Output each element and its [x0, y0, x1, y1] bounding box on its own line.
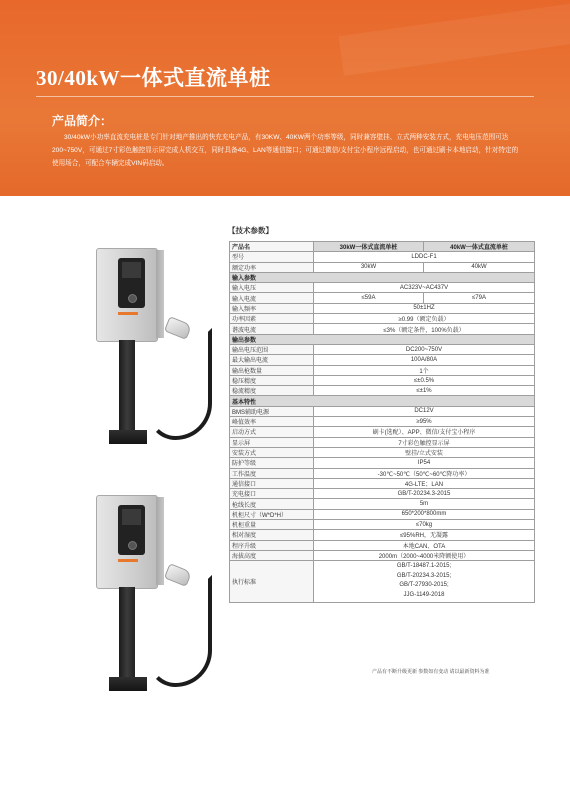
- spec-row: [230, 375, 535, 385]
- spec-label: 输入电压: [230, 283, 314, 293]
- spec-value: -30℃~50℃（50℃~60℃降功率）: [314, 468, 535, 478]
- spec-label: 输入频率: [230, 303, 314, 313]
- spec-value: 刷卡(选配）、APP、微信/支付宝小程序: [314, 427, 535, 437]
- spec-row: [230, 561, 535, 602]
- standard-line: GB/T-20234.3-2015;: [396, 572, 452, 579]
- spec-value: ≥95%: [314, 417, 535, 427]
- intro-paragraph: 30/40kW小功率直流充电桩是专门针对地产推出的快充充电产品，有30KW、40KW两个功率等级，同时兼容壁挂、立式两种安装方式，充电电压范围可达200~750V，可通过7寸彩色触控显示屏完成人机交互，同时具备4G、LAN等通信接口；可通过微信/支付宝小程序远程启动，也可通过刷卡本地启动，针对特定的使用场合，可配合车辆完成VIN码启动。: [52, 134, 519, 167]
- spec-value: LDDC-F1: [314, 252, 535, 262]
- brand-strip: [118, 559, 138, 562]
- spec-value: [314, 561, 535, 602]
- spec-section-title: 基本特性: [230, 396, 535, 406]
- spec-row: [230, 406, 535, 416]
- spec-label: 通信接口: [230, 478, 314, 488]
- hero-decoration: [338, 0, 570, 76]
- spec-label: 海拔高度: [230, 550, 314, 560]
- spec-row: [230, 437, 535, 447]
- spec-label: 输入电流: [230, 293, 314, 303]
- spec-value: ≤95%RH，无凝露: [314, 530, 535, 540]
- spec-row: [230, 447, 535, 457]
- spec-row: [230, 520, 535, 530]
- spec-section-title: 输入参数: [230, 272, 535, 282]
- spec-label: 相对湿度: [230, 530, 314, 540]
- spec-value: ≥0.99（额定负载）: [314, 314, 535, 324]
- spec-label: 安装方式: [230, 447, 314, 457]
- screen-glass: [122, 509, 141, 525]
- page-title: 30/40kW一体式直流单桩: [36, 66, 271, 90]
- spec-value: 2000m（2000~4000米降额使用）: [314, 550, 535, 560]
- specs-title: 【技术参数】: [228, 226, 273, 235]
- spec-label: 峰值效率: [230, 417, 314, 427]
- spec-label: 程序升级: [230, 540, 314, 550]
- footnote: 产品有不断升级更新 参数如有变动 请以最新资料为准: [372, 670, 490, 675]
- spec-label: 执行标准: [230, 561, 314, 602]
- charger-base: [109, 430, 147, 444]
- spec-row: [230, 458, 535, 468]
- spec-row: [230, 365, 535, 375]
- spec-value: ≤70kg: [314, 520, 535, 530]
- spec-value: ≤79A: [424, 293, 535, 303]
- spec-row: [230, 293, 535, 303]
- intro-heading: 产品简介：: [52, 114, 113, 128]
- hero-banner: [0, 0, 570, 196]
- spec-label: 稳流精度: [230, 386, 314, 396]
- spec-table-body: [230, 242, 535, 603]
- spec-row: [230, 262, 535, 272]
- spec-label: 输出枪数量: [230, 365, 314, 375]
- charger-post: [119, 340, 135, 432]
- spec-row: [230, 489, 535, 499]
- spec-row: [230, 550, 535, 560]
- spec-label: 功率因素: [230, 314, 314, 324]
- spec-row: [230, 478, 535, 488]
- spec-value: 50±1HZ: [314, 303, 535, 313]
- cabinet-side: [156, 250, 164, 338]
- spec-row: [230, 427, 535, 437]
- spec-label: 工作温度: [230, 468, 314, 478]
- spec-value: 1个: [314, 365, 535, 375]
- spec-label: 额定功率: [230, 262, 314, 272]
- spec-value: 7寸彩色触控显示屏: [314, 437, 535, 447]
- spec-value: ≤±0.5%: [314, 375, 535, 385]
- spec-row: [230, 499, 535, 509]
- spec-value: ≤±1%: [314, 386, 535, 396]
- spec-value: AC323V~AC437V: [314, 283, 535, 293]
- spec-row: [230, 509, 535, 519]
- spec-row: [230, 283, 535, 293]
- standard-line: GB/T-18487.1-2015;: [396, 563, 452, 570]
- spec-value: DC12V: [314, 406, 535, 416]
- spec-row: [230, 386, 535, 396]
- spec-value: DC200~750V: [314, 344, 535, 354]
- spec-value: GB/T-20234.3-2015: [314, 489, 535, 499]
- spec-value: ≤59A: [314, 293, 424, 303]
- spec-value: 100A/80A: [314, 355, 535, 365]
- screen-glass: [122, 262, 141, 278]
- spec-value: 30kW: [314, 262, 424, 272]
- spec-row: [230, 530, 535, 540]
- spec-label: 充电接口: [230, 489, 314, 499]
- spec-label: 机柜重量: [230, 520, 314, 530]
- spec-value: 4G-LTE；LAN: [314, 478, 535, 488]
- card-reader: [128, 541, 137, 550]
- spec-header-cell: 40kW一体式直流单桩: [424, 242, 535, 252]
- card-reader: [128, 294, 137, 303]
- spec-section-row: [230, 272, 535, 282]
- charger-screen: [118, 258, 145, 308]
- charger-product-photo-1: [90, 248, 220, 448]
- charging-cable: [148, 575, 212, 687]
- brand-strip: [118, 312, 138, 315]
- spec-label: 枪线长度: [230, 499, 314, 509]
- spec-header-cell: 产品名: [230, 242, 314, 252]
- spec-value: 5m: [314, 499, 535, 509]
- cabinet-side: [156, 497, 164, 585]
- spec-label: 型号: [230, 252, 314, 262]
- charger-base: [109, 677, 147, 691]
- standard-line: JJG-1149-2018: [403, 591, 445, 598]
- spec-value: 650*200*800mm: [314, 509, 535, 519]
- spec-label: 输出电压范围: [230, 344, 314, 354]
- spec-row: [230, 540, 535, 550]
- spec-section-row: [230, 396, 535, 406]
- spec-value: 壁挂/立式安装: [314, 447, 535, 457]
- spec-value: 本地CAN、OTA: [314, 540, 535, 550]
- spec-value: IP54: [314, 458, 535, 468]
- spec-row: [230, 355, 535, 365]
- standard-line: GB/T-27930-2015;: [399, 582, 449, 589]
- spec-label: 最大输出电流: [230, 355, 314, 365]
- charger-post: [119, 587, 135, 679]
- spec-row: [230, 314, 535, 324]
- spec-row: [230, 324, 535, 334]
- charging-cable: [148, 328, 212, 440]
- spec-header-cell: 30kW一体式直流单桩: [314, 242, 424, 252]
- spec-value: 40kW: [424, 262, 535, 272]
- spec-table: [229, 241, 535, 603]
- spec-row: [230, 468, 535, 478]
- spec-label: 启动方式: [230, 427, 314, 437]
- spec-row: [230, 417, 535, 427]
- title-divider: [36, 96, 534, 97]
- spec-section-title: 输出参数: [230, 334, 535, 344]
- spec-label: 谐波电流: [230, 324, 314, 334]
- spec-label: 显示屏: [230, 437, 314, 447]
- spec-label: 机柜尺寸（W*D*H）: [230, 509, 314, 519]
- spec-value: ≤3%（额定条件，100%负载）: [314, 324, 535, 334]
- spec-section-row: [230, 334, 535, 344]
- spec-label: 防护等级: [230, 458, 314, 468]
- spec-header-row: [230, 242, 535, 252]
- spec-label: BMS辅助电源: [230, 406, 314, 416]
- spec-row: [230, 303, 535, 313]
- charger-screen: [118, 505, 145, 555]
- spec-row: [230, 252, 535, 262]
- charger-product-photo-2: [90, 495, 220, 695]
- spec-row: [230, 344, 535, 354]
- spec-label: 稳压精度: [230, 375, 314, 385]
